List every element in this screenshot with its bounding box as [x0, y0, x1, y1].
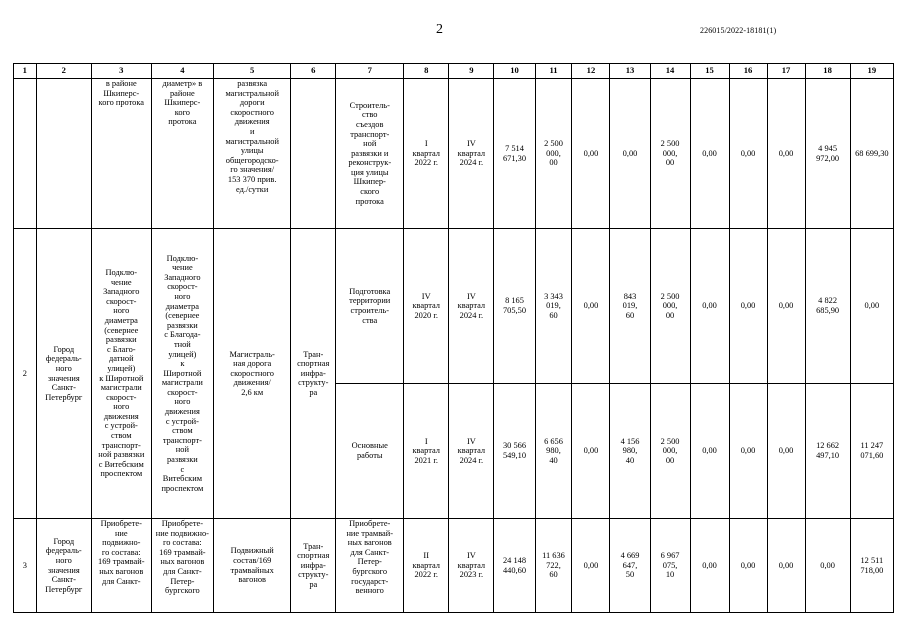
value-cell: 8 165 705,50	[494, 229, 535, 384]
column-number: 1	[14, 64, 37, 79]
column-number: 15	[690, 64, 729, 79]
column-number: 7	[336, 64, 404, 79]
value-cell: 68 699,30	[850, 79, 893, 229]
column-number: 2	[36, 64, 91, 79]
object-name-cell: Подклю- чение Западного скорост- ного диаметра (севернее развязки с Благода- тной улицей) к Широтной магистрали скорост- ного движения с устрой- ством транспорт- ной развязки с Витебским проспектом	[151, 229, 214, 519]
table-row	[14, 79, 894, 229]
column-number: 18	[805, 64, 850, 79]
infrastructure-type-cell: Тран- спортная инфра- структу- ра	[291, 519, 336, 613]
start-date-cell: IV квартал 2020 г.	[404, 229, 449, 384]
object-characteristics-cell: развязка магистральной дороги скоростного движения и магистральной улицы общегородско- го значения/ 153 370 прив. ед./сутки	[214, 79, 291, 229]
start-date-cell: I квартал 2022 г.	[404, 79, 449, 229]
value-cell: 6 656 980, 40	[535, 384, 572, 519]
object-characteristics-cell: Магистраль- ная дорога скоростного движения/ 2,6 км	[214, 229, 291, 519]
value-cell: 2 500 000, 00	[535, 79, 572, 229]
value-cell: 0,00	[850, 229, 893, 384]
start-date-cell: II квартал 2022 г.	[404, 519, 449, 613]
page-number: 2	[436, 22, 443, 37]
stage-cell: Приобрете- ние трамвай- ных вагонов для Санкт- Петер- бургского государст- венного	[336, 519, 404, 613]
value-cell: 30 566 549,10	[494, 384, 535, 519]
value-cell: 2 500 000, 00	[650, 79, 690, 229]
value-cell: 843 019, 60	[610, 229, 650, 384]
value-cell: 4 822 685,90	[805, 229, 850, 384]
value-cell: 0,00	[690, 384, 729, 519]
project-name-cell: Подклю- чение Западного скорост- ного диаметра (севернее развязки с Благо- датной улицей) к Широтной магистрали скорост- ного движения с устрой- ством транспорт- ной развязки с Витебским проспектом	[92, 229, 152, 519]
value-cell: 4 669 647, 50	[610, 519, 650, 613]
value-cell: 0,00	[767, 229, 805, 384]
value-cell: 0,00	[729, 384, 767, 519]
column-number-row	[14, 64, 894, 79]
value-cell: 0,00	[572, 79, 610, 229]
table-row	[14, 229, 894, 384]
infrastructure-type-cell	[291, 79, 336, 229]
row-number-cell: 3	[14, 519, 37, 613]
region-cell	[36, 79, 91, 229]
value-cell: 6 967 075, 10	[650, 519, 690, 613]
column-number: 19	[850, 64, 893, 79]
value-cell: 0,00	[610, 79, 650, 229]
row-number-cell	[14, 79, 37, 229]
object-characteristics-cell: Подвижный состав/169 трамвайных вагонов	[214, 519, 291, 613]
end-date-cell: IV квартал 2024 г.	[449, 384, 494, 519]
row-number-cell: 2	[14, 229, 37, 519]
column-number: 16	[729, 64, 767, 79]
value-cell: 0,00	[572, 229, 610, 384]
column-number: 17	[767, 64, 805, 79]
stage-cell: Подготовка территории строитель- ства	[336, 229, 404, 384]
object-name-cell: Приобрете- ние подвижно- го состава: 169 трамвай- ных вагонов для Санкт- Петер- бургского	[151, 519, 214, 613]
end-date-cell: IV квартал 2023 г.	[449, 519, 494, 613]
value-cell: 0,00	[767, 79, 805, 229]
value-cell: 3 343 019, 60	[535, 229, 572, 384]
object-name-cell: диаметр» в районе Шкиперс- кого протока	[151, 79, 214, 229]
column-number: 4	[151, 64, 214, 79]
value-cell: 0,00	[572, 519, 610, 613]
value-cell: 7 514 671,30	[494, 79, 535, 229]
stage-cell: Основные работы	[336, 384, 404, 519]
value-cell: 4 156 980, 40	[610, 384, 650, 519]
column-number: 5	[214, 64, 291, 79]
region-cell: Город федераль- ного значения Санкт- Петербург	[36, 519, 91, 613]
value-cell: 11 636 722, 60	[535, 519, 572, 613]
value-cell: 11 247 071,60	[850, 384, 893, 519]
value-cell: 2 500 000, 00	[650, 384, 690, 519]
value-cell: 4 945 972,00	[805, 79, 850, 229]
column-number: 11	[535, 64, 572, 79]
value-cell: 0,00	[729, 519, 767, 613]
value-cell: 12 662 497,10	[805, 384, 850, 519]
end-date-cell: IV квартал 2024 г.	[449, 79, 494, 229]
value-cell: 2 500 000, 00	[650, 229, 690, 384]
value-cell: 0,00	[767, 519, 805, 613]
value-cell: 0,00	[690, 229, 729, 384]
column-number: 12	[572, 64, 610, 79]
column-number: 9	[449, 64, 494, 79]
value-cell: 24 148 440,60	[494, 519, 535, 613]
end-date-cell: IV квартал 2024 г.	[449, 229, 494, 384]
value-cell: 0,00	[767, 384, 805, 519]
stage-cell: Строитель- ство съездов транспорт- ной развязки и реконструк- ция улицы Шкипер- ского протока	[336, 79, 404, 229]
value-cell: 0,00	[729, 229, 767, 384]
column-number: 3	[92, 64, 152, 79]
project-name-cell: в районе Шкиперс- кого протока	[92, 79, 152, 229]
column-number: 8	[404, 64, 449, 79]
column-number: 6	[291, 64, 336, 79]
column-number: 10	[494, 64, 535, 79]
project-name-cell: Приобрете- ние подвижно- го состава: 169 трамвай- ных вагонов для Санкт-	[92, 519, 152, 613]
investment-table	[13, 63, 894, 613]
start-date-cell: I квартал 2021 г.	[404, 384, 449, 519]
table-row	[14, 519, 894, 613]
document-reference: 226015/2022-18181(1)	[700, 26, 777, 35]
column-number: 14	[650, 64, 690, 79]
value-cell: 0,00	[690, 519, 729, 613]
infrastructure-type-cell: Тран- спортная инфра- структу- ра	[291, 229, 336, 519]
value-cell: 12 511 718,00	[850, 519, 893, 613]
value-cell: 0,00	[690, 79, 729, 229]
value-cell: 0,00	[805, 519, 850, 613]
value-cell: 0,00	[729, 79, 767, 229]
column-number: 13	[610, 64, 650, 79]
region-cell: Город федераль- ного значения Санкт- Петербург	[36, 229, 91, 519]
value-cell: 0,00	[572, 384, 610, 519]
